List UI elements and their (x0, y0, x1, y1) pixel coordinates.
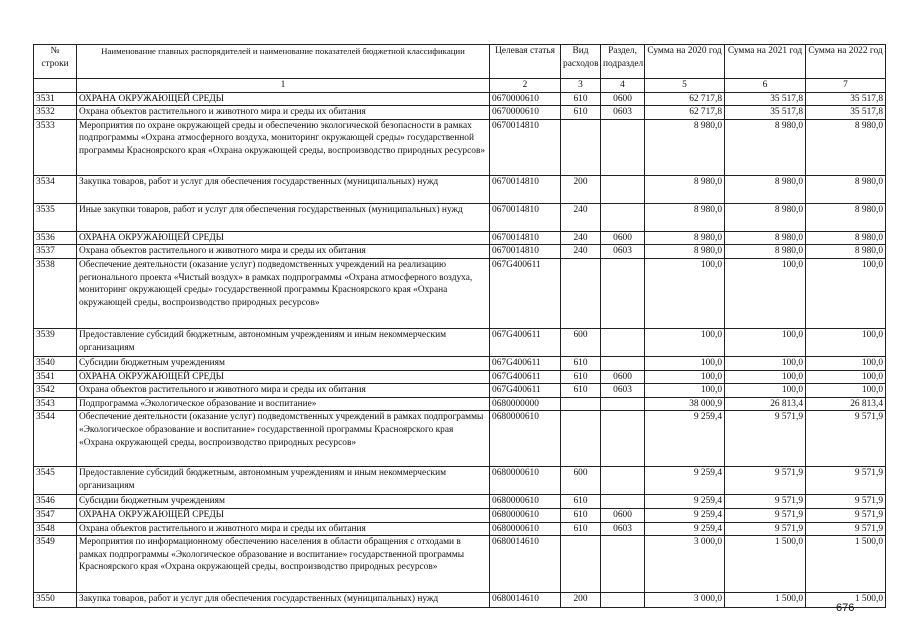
table-row (34, 258, 886, 328)
sum-2021-cell: 8 980,0 (725, 175, 806, 203)
table-row (34, 356, 886, 370)
sum-2020-cell: 100,0 (645, 370, 725, 384)
target-article-cell: 0680000610 (490, 508, 561, 522)
header-sum-2020: Сумма на 2020 год (645, 45, 725, 79)
section-cell (601, 119, 645, 175)
target-article-cell: 067G400611 (490, 370, 561, 384)
row-number-cell: 3535 (34, 203, 77, 231)
sum-2020-cell: 9 259,4 (645, 522, 725, 536)
expense-type-cell (561, 119, 601, 175)
target-article-cell: 0670000610 (490, 106, 561, 120)
column-number: 6 (725, 79, 806, 93)
sum-2022-cell: 35 517,8 (806, 92, 886, 106)
row-number-cell: 3540 (34, 356, 77, 370)
target-article-cell: 0680014610 (490, 536, 561, 593)
column-number: 3 (561, 79, 601, 93)
table-row (34, 384, 886, 398)
section-cell (601, 536, 645, 593)
table-row (34, 106, 886, 120)
table-row (34, 522, 886, 536)
header-sum-2022: Сумма на 2022 год (806, 45, 886, 79)
sum-2021-cell: 9 571,9 (725, 508, 806, 522)
sum-2022-cell: 100,0 (806, 356, 886, 370)
header-target-article: Целевая статья (490, 45, 561, 79)
expense-type-cell: 240 (561, 203, 601, 231)
sum-2022-cell: 9 571,9 (806, 467, 886, 495)
sum-2022-cell: 8 980,0 (806, 231, 886, 245)
header-section: Раздел, подраздел (601, 45, 645, 79)
row-name-cell: Предоставление субсидий бюджетным, автономным учреждениям и иным некоммерческим организациям (77, 328, 490, 356)
column-number: 2 (490, 79, 561, 93)
row-name-cell: ОХРАНА ОКРУЖАЮЩЕЙ СРЕДЫ (77, 370, 490, 384)
row-name-cell: Охрана объектов растительного и животного мира и среды их обитания (77, 106, 490, 120)
section-cell: 0603 (601, 245, 645, 259)
expense-type-cell (561, 258, 601, 328)
target-article-cell: 0670014810 (490, 203, 561, 231)
section-cell (601, 258, 645, 328)
header-sum-2021: Сумма на 2021 год (725, 45, 806, 79)
row-name-cell: Закупка товаров, работ и услуг для обеспечения государственных (муниципальных) нужд (77, 593, 490, 608)
expense-type-cell (561, 536, 601, 593)
sum-2022-cell: 1 500,0 (806, 536, 886, 593)
row-number-cell: 3538 (34, 258, 77, 328)
expense-type-cell: 610 (561, 106, 601, 120)
table-row (34, 203, 886, 231)
sum-2020-cell: 8 980,0 (645, 119, 725, 175)
expense-type-cell: 200 (561, 175, 601, 203)
sum-2022-cell: 100,0 (806, 384, 886, 398)
row-number-cell: 3536 (34, 231, 77, 245)
sum-2020-cell: 100,0 (645, 384, 725, 398)
expense-type-cell: 600 (561, 467, 601, 495)
expense-type-cell: 610 (561, 370, 601, 384)
target-article-cell: 0670014810 (490, 175, 561, 203)
expense-type-cell: 240 (561, 245, 601, 259)
expense-type-cell: 240 (561, 231, 601, 245)
section-cell (601, 495, 645, 509)
header-expense-type: Вид расходов (561, 45, 601, 79)
budget-page (33, 44, 886, 608)
sum-2020-cell: 100,0 (645, 356, 725, 370)
row-number-cell: 3531 (34, 92, 77, 106)
target-article-cell: 0680000000 (490, 397, 561, 411)
section-cell (601, 356, 645, 370)
expense-type-cell: 610 (561, 522, 601, 536)
header-row-number: № строки (34, 45, 77, 79)
sum-2021-cell: 9 571,9 (725, 522, 806, 536)
sum-2021-cell: 35 517,8 (725, 106, 806, 120)
expense-type-cell: 610 (561, 384, 601, 398)
section-cell: 0600 (601, 370, 645, 384)
sum-2021-cell: 100,0 (725, 258, 806, 328)
row-number-cell: 3542 (34, 384, 77, 398)
sum-2022-cell: 9 571,9 (806, 508, 886, 522)
sum-2022-cell: 100,0 (806, 328, 886, 356)
row-number-cell: 3541 (34, 370, 77, 384)
table-row (34, 245, 886, 259)
target-article-cell: 0680000610 (490, 495, 561, 509)
sum-2020-cell: 62 717,8 (645, 92, 725, 106)
sum-2020-cell: 9 259,4 (645, 411, 725, 467)
sum-2021-cell: 1 500,0 (725, 536, 806, 593)
sum-2021-cell: 8 980,0 (725, 245, 806, 259)
sum-2021-cell: 9 571,9 (725, 467, 806, 495)
sum-2021-cell: 100,0 (725, 328, 806, 356)
expense-type-cell: 610 (561, 356, 601, 370)
table-row (34, 467, 886, 495)
column-number (34, 79, 77, 93)
sum-2021-cell: 100,0 (725, 384, 806, 398)
row-name-cell: ОХРАНА ОКРУЖАЮЩЕЙ СРЕДЫ (77, 231, 490, 245)
row-number-cell: 3539 (34, 328, 77, 356)
row-name-cell: Закупка товаров, работ и услуг для обеспечения государственных (муниципальных) нужд (77, 175, 490, 203)
sum-2021-cell: 8 980,0 (725, 203, 806, 231)
sum-2021-cell: 8 980,0 (725, 231, 806, 245)
sum-2022-cell: 8 980,0 (806, 203, 886, 231)
table-row (34, 328, 886, 356)
table-row (34, 92, 886, 106)
section-cell (601, 593, 645, 608)
sum-2022-cell: 9 571,9 (806, 411, 886, 467)
target-article-cell: 0680000610 (490, 411, 561, 467)
sum-2022-cell: 1 500,0 (806, 593, 886, 608)
row-number-cell: 3545 (34, 467, 77, 495)
row-name-cell: Охрана объектов растительного и животного мира и среды их обитания (77, 384, 490, 398)
row-number-cell: 3532 (34, 106, 77, 120)
expense-type-cell: 600 (561, 328, 601, 356)
table-row (34, 397, 886, 411)
sum-2022-cell: 8 980,0 (806, 175, 886, 203)
table-row (34, 411, 886, 467)
table-header-row (34, 45, 886, 79)
column-number: 5 (645, 79, 725, 93)
row-number-cell: 3550 (34, 593, 77, 608)
row-number-cell: 3533 (34, 119, 77, 175)
target-article-cell: 0680014610 (490, 593, 561, 608)
section-cell: 0603 (601, 522, 645, 536)
row-number-cell: 3544 (34, 411, 77, 467)
expense-type-cell: 610 (561, 508, 601, 522)
section-cell: 0600 (601, 92, 645, 106)
sum-2021-cell: 8 980,0 (725, 119, 806, 175)
row-name-cell: Субсидии бюджетным учреждениям (77, 356, 490, 370)
row-name-cell: ОХРАНА ОКРУЖАЮЩЕЙ СРЕДЫ (77, 92, 490, 106)
target-article-cell: 067G400611 (490, 328, 561, 356)
row-number-cell: 3548 (34, 522, 77, 536)
sum-2020-cell: 8 980,0 (645, 175, 725, 203)
section-cell: 0600 (601, 231, 645, 245)
row-number-cell: 3543 (34, 397, 77, 411)
section-cell (601, 411, 645, 467)
row-name-cell: Иные закупки товаров, работ и услуг для обеспечения государственных (муниципальных) нужд (77, 203, 490, 231)
column-number: 7 (806, 79, 886, 93)
row-name-cell: Подпрограмма «Экологическое образование и воспитание» (77, 397, 490, 411)
row-name-cell: Субсидии бюджетным учреждениям (77, 495, 490, 509)
section-cell: 0603 (601, 384, 645, 398)
table-row (34, 536, 886, 593)
sum-2020-cell: 8 980,0 (645, 231, 725, 245)
sum-2022-cell: 100,0 (806, 258, 886, 328)
expense-type-cell: 610 (561, 92, 601, 106)
sum-2022-cell: 9 571,9 (806, 522, 886, 536)
table-body (34, 92, 886, 608)
row-number-cell: 3546 (34, 495, 77, 509)
section-cell (601, 203, 645, 231)
sum-2022-cell: 8 980,0 (806, 245, 886, 259)
section-cell: 0603 (601, 106, 645, 120)
sum-2020-cell: 3 000,0 (645, 593, 725, 608)
target-article-cell: 0670014810 (490, 245, 561, 259)
expense-type-cell (561, 411, 601, 467)
sum-2022-cell: 9 571,9 (806, 495, 886, 509)
sum-2021-cell: 100,0 (725, 356, 806, 370)
expense-type-cell: 200 (561, 593, 601, 608)
sum-2022-cell: 100,0 (806, 370, 886, 384)
sum-2022-cell: 8 980,0 (806, 119, 886, 175)
table-row (34, 508, 886, 522)
table-row (34, 593, 886, 608)
table-row (34, 119, 886, 175)
budget-table (33, 44, 886, 608)
page-number: 676 (836, 602, 855, 614)
sum-2020-cell: 9 259,4 (645, 495, 725, 509)
target-article-cell: 0670014810 (490, 119, 561, 175)
sum-2021-cell: 100,0 (725, 370, 806, 384)
sum-2020-cell: 9 259,4 (645, 467, 725, 495)
sum-2021-cell: 1 500,0 (725, 593, 806, 608)
section-cell (601, 467, 645, 495)
target-article-cell: 067G400611 (490, 384, 561, 398)
row-name-cell: Обеспечение деятельности (оказание услуг) подведомственных учреждений на реализацию регионального проекта «Чистый воздух» в рамках подпрограммы «Охрана атмосферного воздуха, мониторинг окружающей среды» государственной программы Красноярского края «Охрана окружающей среды, воспроизводство природных ресурсов» (77, 258, 490, 328)
row-number-cell: 3534 (34, 175, 77, 203)
sum-2020-cell: 9 259,4 (645, 508, 725, 522)
sum-2022-cell: 26 813,4 (806, 397, 886, 411)
sum-2020-cell: 100,0 (645, 328, 725, 356)
target-article-cell: 0670000610 (490, 92, 561, 106)
table-row (34, 495, 886, 509)
target-article-cell: 0680000610 (490, 467, 561, 495)
expense-type-cell: 610 (561, 495, 601, 509)
column-numbers-row (34, 79, 886, 93)
row-name-cell: Предоставление субсидий бюджетным, автономным учреждениям и иным некоммерческим организациям (77, 467, 490, 495)
sum-2020-cell: 8 980,0 (645, 245, 725, 259)
sum-2021-cell: 26 813,4 (725, 397, 806, 411)
table-row (34, 231, 886, 245)
target-article-cell: 067G400611 (490, 356, 561, 370)
row-name-cell: Охрана объектов растительного и животного мира и среды их обитания (77, 245, 490, 259)
header-name: Наименование главных распорядителей и наименование показателей бюджетной классификации (77, 45, 490, 79)
sum-2020-cell: 3 000,0 (645, 536, 725, 593)
row-name-cell: Мероприятия по информационному обеспечению населения в области обращения с отходами в рамках подпрограммы «Экологическое образование и воспитание» государственной программы Красноярского края «Охрана окружающей среды, воспроизводство природных ресурсов» (77, 536, 490, 593)
column-number: 4 (601, 79, 645, 93)
target-article-cell: 0680000610 (490, 522, 561, 536)
sum-2020-cell: 8 980,0 (645, 203, 725, 231)
sum-2021-cell: 9 571,9 (725, 411, 806, 467)
sum-2021-cell: 35 517,8 (725, 92, 806, 106)
row-number-cell: 3547 (34, 508, 77, 522)
section-cell: 0600 (601, 508, 645, 522)
target-article-cell: 0670014810 (490, 231, 561, 245)
column-number: 1 (77, 79, 490, 93)
expense-type-cell (561, 397, 601, 411)
sum-2020-cell: 38 000,9 (645, 397, 725, 411)
row-name-cell: Охрана объектов растительного и животного мира и среды их обитания (77, 522, 490, 536)
sum-2020-cell: 62 717,8 (645, 106, 725, 120)
sum-2020-cell: 100,0 (645, 258, 725, 328)
table-row (34, 175, 886, 203)
table-row (34, 370, 886, 384)
row-name-cell: Мероприятия по охране окружающей среды и обеспечению экологической безопасности в рамках подпрограммы «Охрана атмосферного воздуха, мониторинг окружающей среды» государственной программы Красноярского края «Охрана окружающей среды, воспроизводство природных ресурсов» (77, 119, 490, 175)
target-article-cell: 067G400611 (490, 258, 561, 328)
row-name-cell: ОХРАНА ОКРУЖАЮЩЕЙ СРЕДЫ (77, 508, 490, 522)
row-number-cell: 3549 (34, 536, 77, 593)
sum-2021-cell: 9 571,9 (725, 495, 806, 509)
row-name-cell: Обеспечение деятельности (оказание услуг) подведомственных учреждений в рамках подпрограммы «Экологическое образование и воспитание» государственной программы Красноярского края «Охрана окружающей среды, воспроизводство природных ресурсов» (77, 411, 490, 467)
section-cell (601, 397, 645, 411)
sum-2022-cell: 35 517,8 (806, 106, 886, 120)
section-cell (601, 328, 645, 356)
section-cell (601, 175, 645, 203)
row-number-cell: 3537 (34, 245, 77, 259)
